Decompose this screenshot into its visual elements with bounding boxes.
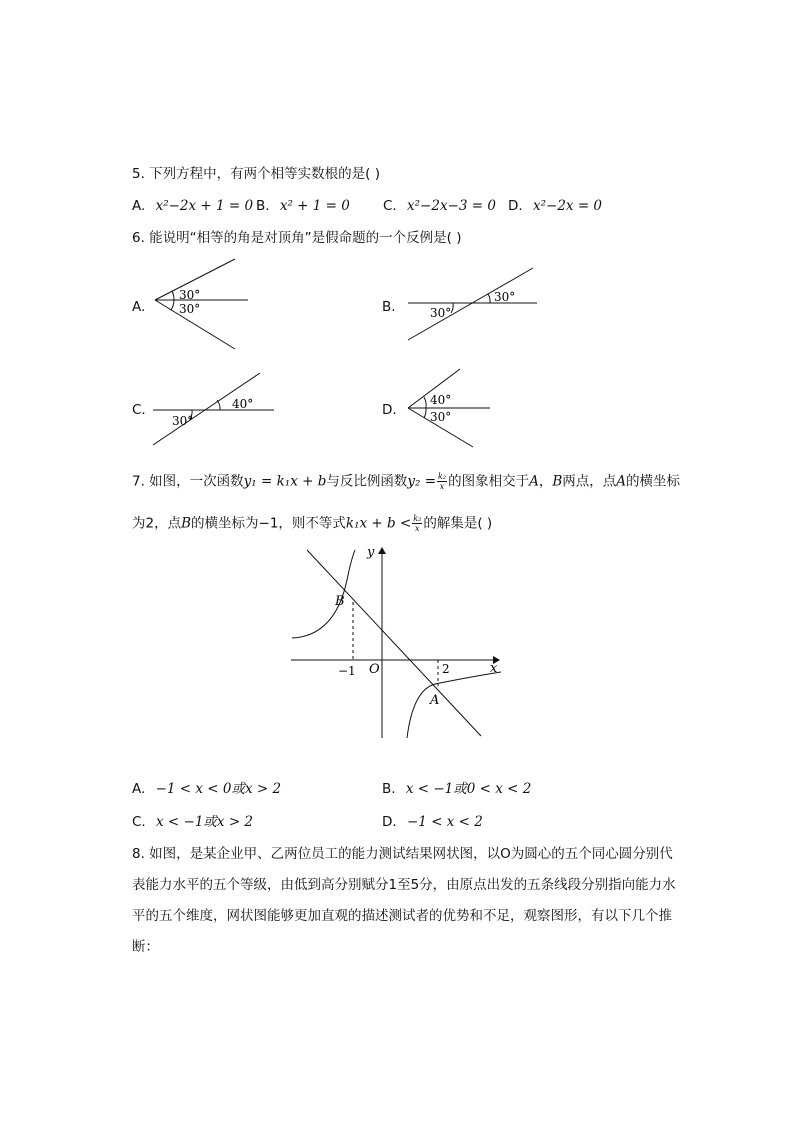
q6-option-a-label[interactable]: A. [132,299,146,315]
point-b-label: B [335,594,345,609]
q6-a-angle-top: 30° [179,288,201,302]
q6-stem: 6. 能说明“相等的角是对顶角”是假命题的一个反例是( ) [132,230,462,246]
q5-option-a[interactable]: A. x²−2x + 1 = 0 [132,198,254,214]
q6-c-angle-right: 40° [232,397,254,411]
q6-figure-a[interactable] [150,255,260,355]
q6-d-angle-top: 40° [430,393,452,407]
hyperbola-lower-branch [407,672,501,738]
x-axis-label: x [490,661,498,676]
q6-option-c-label[interactable]: C. [132,402,146,418]
q7-option-a[interactable]: A. −1 < x < 0或x > 2 [132,781,282,797]
q6-c-angle-left: 30° [172,414,194,428]
q5-option-b[interactable]: B. x² + 1 = 0 [256,198,350,214]
hyperbola-upper-branch [292,550,355,638]
linear-function-line [307,550,481,736]
q8-line2: 表能力水平的五个等级，由低到高分别赋分1至5分，由原点出发的五条线段分别指向能力水 [132,877,676,893]
q6-d-angle-bottom: 30° [430,410,452,424]
q5-option-d[interactable]: D. x²−2x = 0 [508,198,603,214]
q7-fraction-2: $\frac{\text{k₂}}{x}$ [413,514,422,533]
tick-2: 2 [442,662,450,676]
q6-a-angle-bottom: 30° [179,302,201,316]
origin-label: O [369,662,380,677]
y-axis-label: y [367,545,375,560]
q6-option-d-label[interactable]: D. [382,402,397,418]
q7-graph [285,540,510,745]
q6-figure-d[interactable] [400,365,500,450]
point-a-label: A [430,693,440,708]
q7-option-c[interactable]: C. x < −1或x > 2 [132,814,254,830]
q8-line4: 断： [132,939,159,955]
q5-option-c[interactable]: C. x²−2x−3 = 0 [383,198,496,214]
q6-b-angle-left: 30° [430,306,452,320]
q5-stem: 5. 下列方程中，有两个相等实数根的是( ) [132,166,380,182]
q7-option-d[interactable]: D. −1 < x < 2 [382,814,483,830]
q6-option-b-label[interactable]: B. [382,299,396,315]
q6-figure-b[interactable] [400,260,540,350]
q6-b-angle-right: 30° [494,290,516,304]
tick-neg1: −1 [338,664,356,678]
q7-stem-line2: 为2，点B的横坐标为−1，则不等式k₁x + b < $\frac{\text{k₂}}{x}$ 的解集是( ) [132,514,493,533]
q7-option-b[interactable]: B. x < −1或0 < x < 2 [382,781,532,797]
q6-figure-c[interactable] [150,365,280,450]
q7-stem-line1: 7. 如图，一次函数y₁ = k₁x + b与反比例函数y₂ = $\frac{\text{k₂}}{x}$ 的图象相交于A，B两点，点A的横坐标 [132,472,680,491]
q8-line1: 8. 如图，是某企业甲、乙两位员工的能力测试结果网状图，以O为圆心的五个同心圆分别代 [132,846,673,862]
q8-line3: 平的五个维度，网状图能够更加直观的描述测试者的优势和不足，观察图形，有以下几个推 [132,908,672,924]
q7-fraction: $\frac{\text{k₂}}{x}$ [438,472,447,491]
